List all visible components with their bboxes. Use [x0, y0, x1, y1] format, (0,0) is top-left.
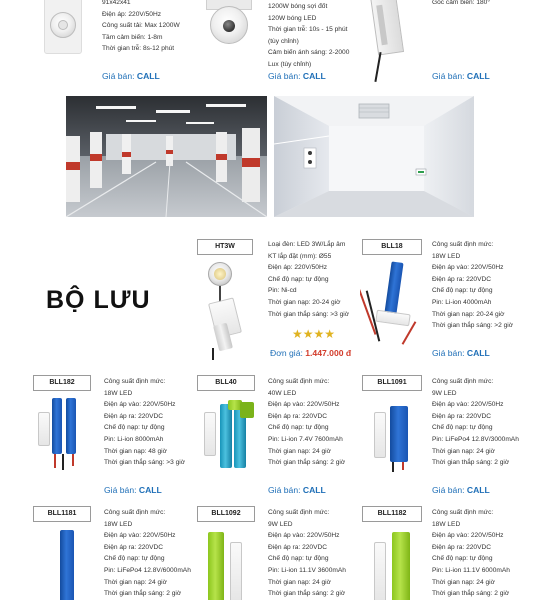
product-code-bll1091: BLL1091 — [362, 375, 422, 391]
top-col1-specs: 91x42x41 Điện áp: 220V/50Hz Công suất tải: Max 1200W Tầm cảm biến: 1-8m Thời gian trễ: 8s-12 phút — [102, 0, 180, 53]
bll40-product-image — [200, 394, 260, 478]
bll18-product-image — [360, 256, 426, 352]
parking-garage-photo — [66, 96, 267, 217]
bll1091-specs: Công suất định mức: 9W LED Điện áp vào: 220V/50Hz Điện áp ra: 220VDC Chế độ nạp: tự động Pin: LiFePo4 12.8V/3000mAh Thời gian nạp: 24 giờ Thời gian thắp sáng: 2 giờ — [432, 378, 519, 467]
sensor-product-image-1 — [38, 0, 90, 62]
bll182-product-image — [32, 394, 94, 470]
product-code-ht3w: HT3W — [197, 239, 253, 255]
bll1181-specs: Công suất định mức: 18W LED Điện áp vào: 220V/50Hz Điện áp ra: 220VDC Chế độ nạp: tự động Pin: LiFePo4 12.8V/6000mAh Thời gian nạp: 24 giờ Thời gian thắp sáng: 2 giờ — [104, 509, 191, 598]
bll1091-product-image — [364, 394, 424, 474]
product-code-bll1181: BLL1181 — [33, 506, 91, 522]
top-col1-price: Giá bán: CALL — [102, 71, 160, 81]
product-code-bll1092: BLL1092 — [197, 506, 255, 522]
top-col2-specs: 1200W bóng sợi đốt 120W bóng LED Thời gian trễ: 10s - 15 phút (tùy chỉnh) Cảm biến ánh sáng: 2-2000 Lux (tùy chỉnh) — [268, 3, 350, 68]
top-col3-price: Giá bán: CALL — [432, 71, 490, 81]
ht3w-specs: Loại đèn: LED 3W/Lắp âm KT lắp đặt (mm): Ø55 Điện áp: 220V/50Hz Chế độ nạp: tự động Pin: Ni-cd Thời gian nạp: 20-24 giờ Thời gian thắp sáng: >3 giờ — [268, 241, 350, 318]
bll18-price: Giá bán: CALL — [432, 348, 490, 358]
rating-stars: ★★★★ — [292, 327, 336, 341]
bll1182-specs: Công suất định mức: 18W LED Điện áp vào: 220V/50Hz Điện áp ra: 220VDC Chế độ nạp: tự động Pin: Li-ion 11.1V 6000mAh Thời gian nạp: 24 giờ Thời gian thắp sáng: 2 giờ — [432, 509, 510, 598]
top-col3-specs: Góc cảm biến: 180° — [432, 0, 490, 6]
corridor-emergency-light-photo — [274, 96, 474, 217]
bll1092-product-image — [200, 524, 260, 600]
sensor-product-image-3 — [362, 0, 422, 82]
product-code-bll18: BLL18 — [362, 239, 422, 255]
product-code-bll1182: BLL1182 — [362, 506, 422, 522]
ht3w-product-image — [198, 258, 258, 360]
bll1182-product-image — [364, 524, 426, 600]
bll40-specs: Công suất định mức: 40W LED Điện áp vào: 220V/50Hz Điện áp ra: 220VDC Chế độ nạp: tự động Pin: Li-ion 7.4V 7600mAh Thời gian nạp: 24 giờ Thời gian thắp sáng: 2 giờ — [268, 378, 346, 467]
bll1091-price: Giá bán: CALL — [432, 485, 490, 495]
bll182-specs: Công suất định mức: 18W LED Điện áp vào: 220V/50Hz Điện áp ra: 220VDC Chế độ nạp: tự động Pin: Li-ion 8000mAh Thời gian nạp: 48 giờ Thời gian thắp sáng: >3 giờ — [104, 378, 186, 467]
product-code-bll40: BLL40 — [197, 375, 255, 391]
bll18-specs: Công suất định mức: 18W LED Điện áp vào: 220V/50Hz Điện áp ra: 220VDC Chế độ nạp: tự động Pin: Li-ion 4000mAh Thời gian nạp: 20-24 giờ Thời gian thắp sáng: >2 giờ — [432, 241, 514, 330]
bll182-price: Giá bán: CALL — [104, 485, 162, 495]
bll1181-product-image — [46, 524, 86, 600]
bll40-price: Giá bán: CALL — [268, 485, 326, 495]
bll1092-specs: Công suất định mức: 9W LED Điện áp vào: 220V/50Hz Điện áp ra: 220VDC Chế độ nạp: tự động Pin: Li-ion 11.1V 3600mAh Thời gian nạp: 24 giờ Thời gian thắp sáng: 2 giờ — [268, 509, 346, 598]
section-heading: BỘ LƯU — [46, 286, 151, 314]
ht3w-price: Đơn giá: 1.447.000 đ — [270, 348, 352, 358]
top-col2-price: Giá bán: CALL — [268, 71, 326, 81]
product-code-bll182: BLL182 — [33, 375, 91, 391]
sensor-product-image-2 — [198, 0, 260, 50]
